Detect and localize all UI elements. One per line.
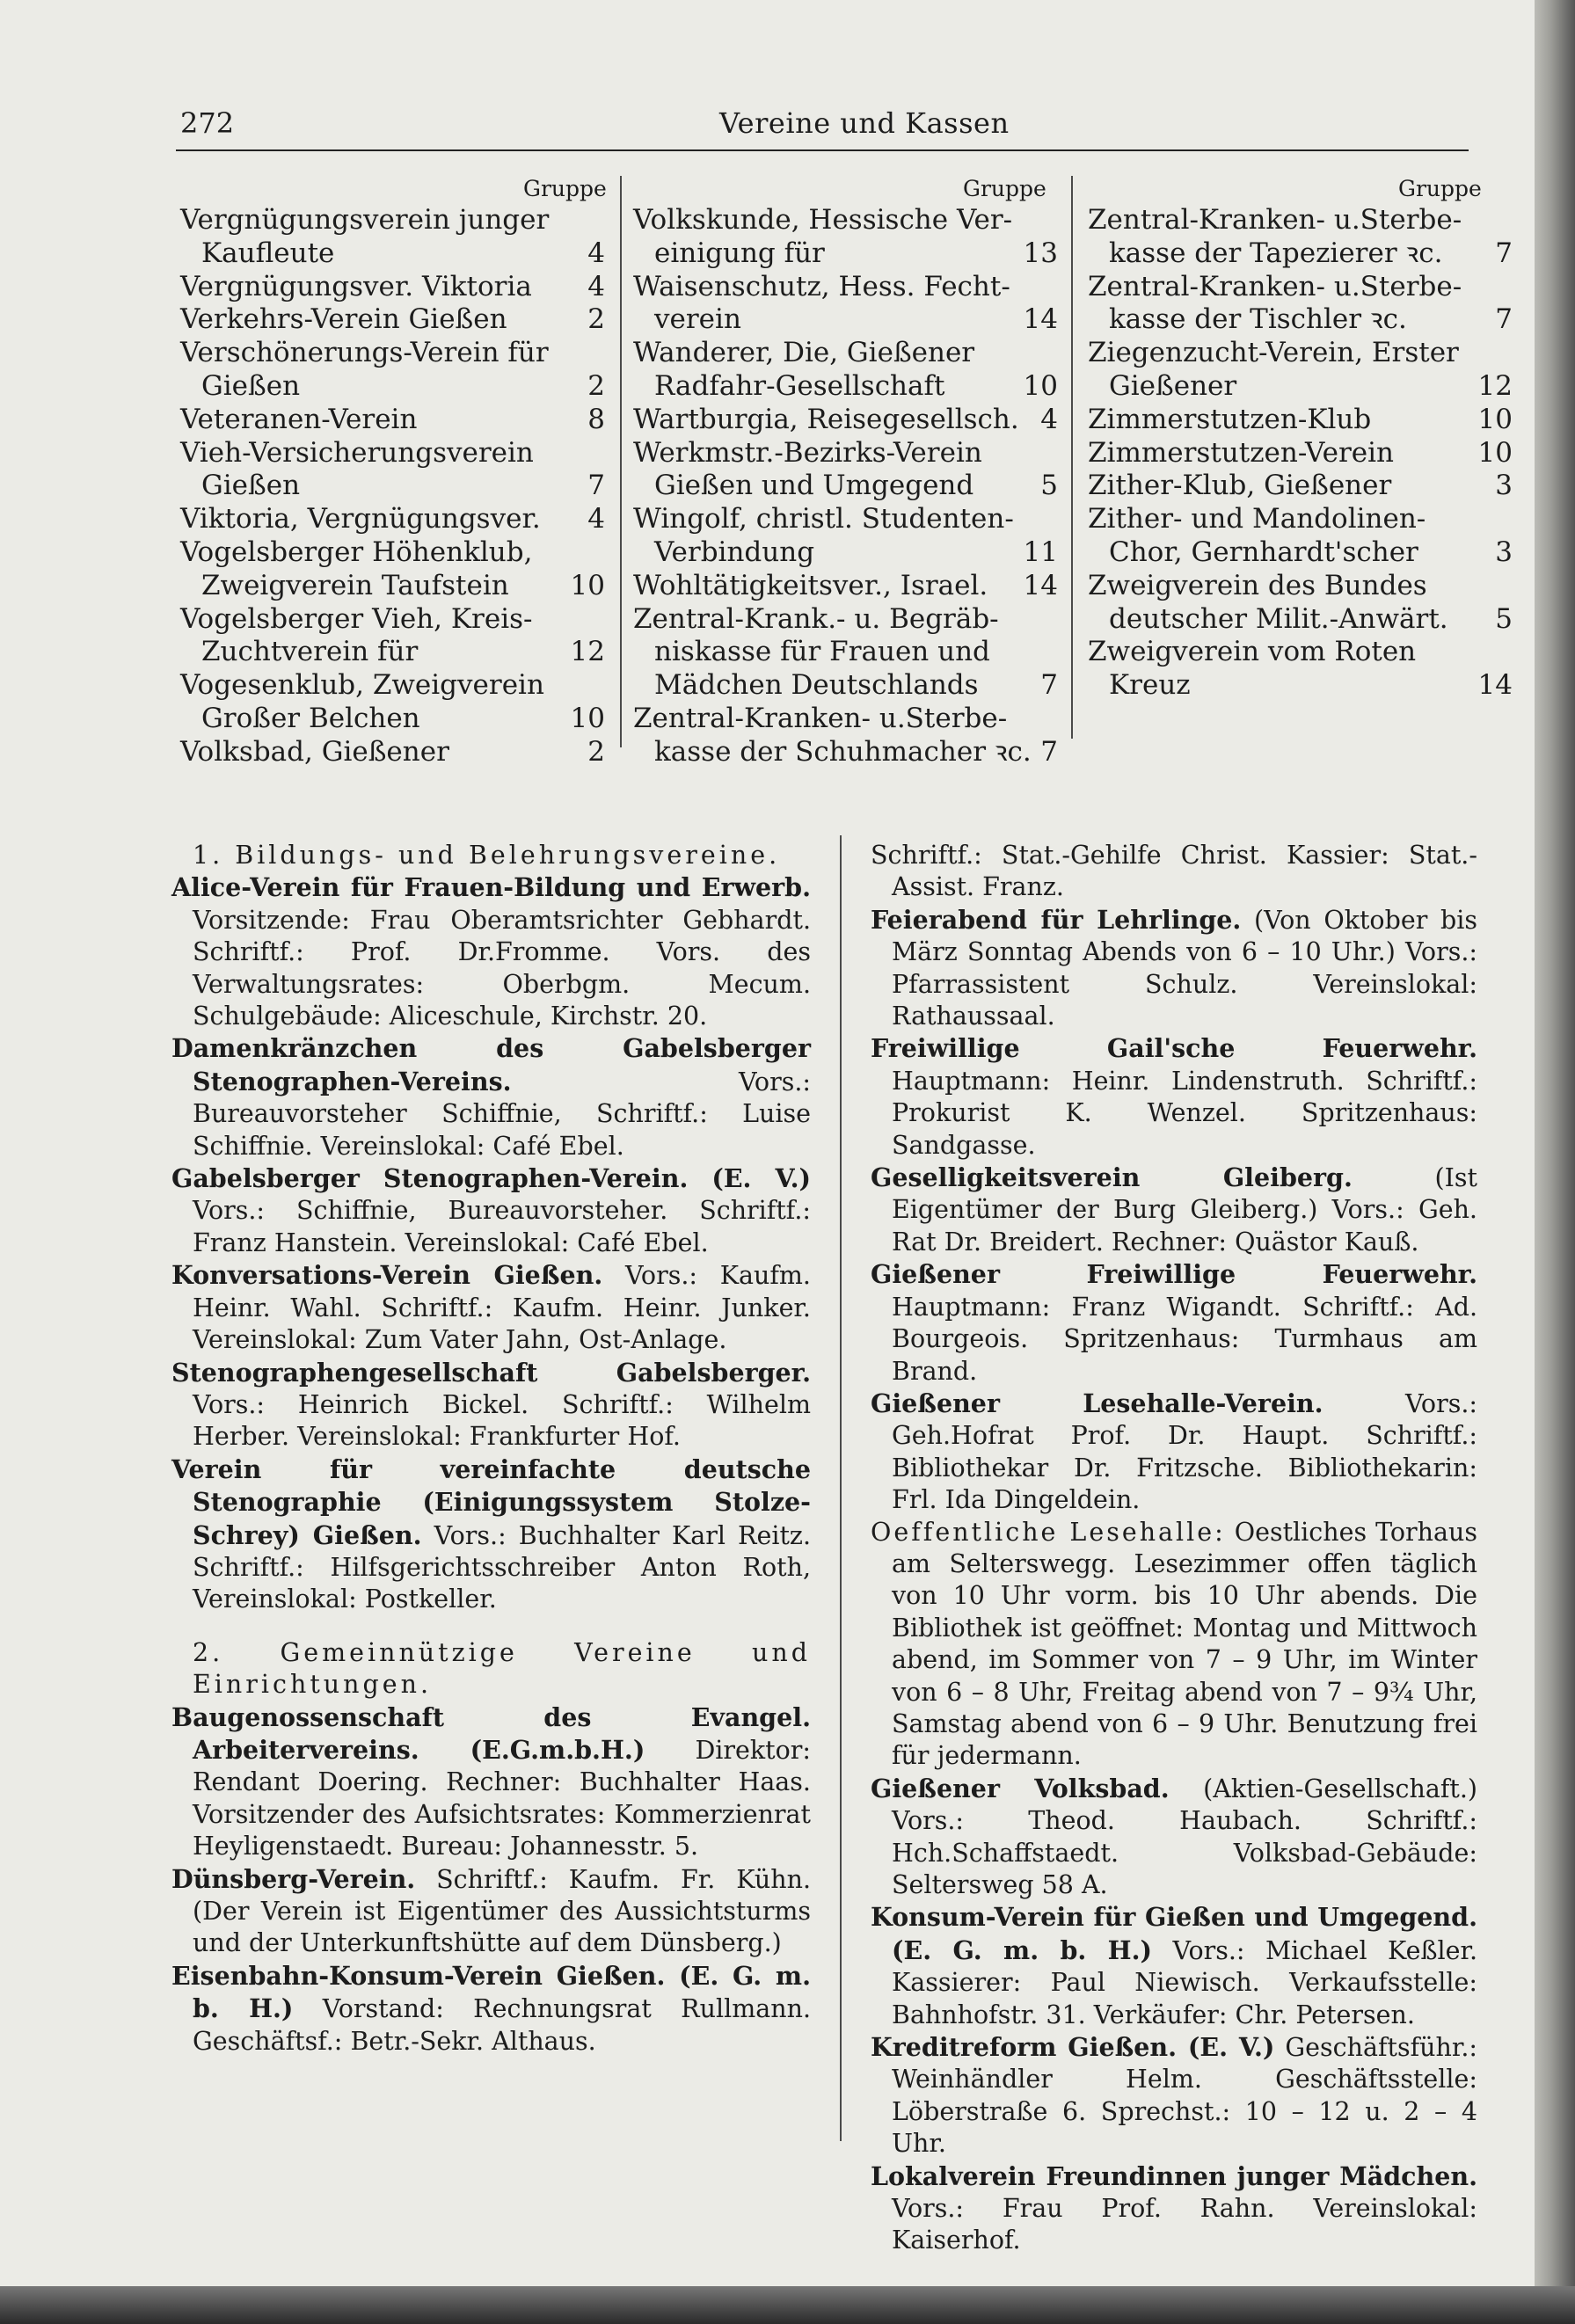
entry-name: Lokalverein Freundinnen junger Mädchen. xyxy=(871,2160,1477,2191)
index-entry-group: 14 xyxy=(1023,303,1058,336)
index-entry xyxy=(633,503,1058,536)
index-entry-group: 3 xyxy=(1495,470,1513,502)
index-entry-name: Ziegenzucht-Verein, Erster xyxy=(1088,337,1459,369)
entry-details: (Von Oktober bis März Sonntag Abends von 6 – 10 Uhr.) Vors.: Pfarrassistent Schulz. Vereinslokal: Rathaussaal. xyxy=(892,905,1477,1031)
book-bottom-edge xyxy=(0,2286,1575,2324)
index-entry-group: 10 xyxy=(1477,403,1513,435)
index-entry-name: niskasse für Frauen und xyxy=(654,636,990,668)
index-entry-name: Zweigverein vom Roten xyxy=(1088,636,1417,668)
entry-feierabend xyxy=(871,904,1477,1033)
index-entry xyxy=(1088,603,1513,637)
entry-verein-stenographie xyxy=(171,1453,811,1616)
index-entry-name: Verschönerungs-Verein für xyxy=(180,337,549,369)
index-entry-name: Zentral-Kranken- u.Sterbe- xyxy=(1088,270,1462,302)
index-entry-name: Zweigverein Taufstein xyxy=(201,569,509,601)
index-entry xyxy=(180,370,605,404)
index-entry-name: Viktoria, Vergnügungsver. xyxy=(180,503,541,535)
index-entry-name: Vergnügungsver. Viktoria xyxy=(180,270,532,302)
index-entry-group: 12 xyxy=(570,636,605,668)
index-entry xyxy=(1088,669,1513,703)
index-entry-name: Kreuz xyxy=(1109,669,1191,702)
index-entry xyxy=(1088,503,1513,536)
index-entry-name: Großer Belchen xyxy=(201,702,420,734)
index-entry-name: Gießen xyxy=(201,369,301,402)
index-entry xyxy=(633,370,1058,404)
index-entry-name: Wohltätigkeitsver., Israel. xyxy=(633,569,988,601)
index-entry-name: kasse der Tischler ꝛc. xyxy=(1109,303,1407,336)
index-entry xyxy=(1088,337,1513,370)
index-entry-name: Veteranen-Verein xyxy=(180,403,418,435)
index-entry-group: 13 xyxy=(1023,237,1058,269)
index-entry xyxy=(633,636,1058,669)
index-entry-name: Vieh-Versicherungsverein xyxy=(180,436,534,469)
section-heading-1: 1. Bildungs- und Belehrungsvereine. xyxy=(193,841,781,870)
entry-details: Vors.: Michael Keßler. Kassierer: Paul Niewisch. Verkaufsstelle: Bahnhofstr. 31. Verkäufer: Chr. Petersen. xyxy=(892,1935,1478,2029)
index-entry xyxy=(180,437,605,470)
index-entry-name: Gießen und Umgegend xyxy=(654,470,974,502)
entry-details: (Ist Eigentümer der Burg Gleiberg.) Vors.: Geh. Rat Dr. Breidert. Rechner: Quästor Kauß. xyxy=(892,1163,1477,1257)
entry-name: Kreditreform Gießen. (E. V.) xyxy=(871,2032,1275,2063)
index-entry-group: 7 xyxy=(1040,735,1058,768)
index-entry-name: Zither-Klub, Gießener xyxy=(1088,470,1392,502)
index-entry-name: Zimmerstutzen-Verein xyxy=(1088,436,1394,469)
header-rule xyxy=(176,149,1469,151)
index-entry xyxy=(180,703,605,736)
index-entry-name: Vogelsberger Höhenklub, xyxy=(180,535,533,568)
index-entry-name: deutscher Milit.-Anwärt. xyxy=(1109,602,1448,635)
entry-damenkraenzchen xyxy=(171,1032,811,1162)
entry-details: Hauptmann: Franz Wigandt. Schriftf.: Ad. Bourgeois. Spritzenhaus: Turmhaus am Brand. xyxy=(892,1292,1477,1386)
index-entry-group: 2 xyxy=(587,303,605,336)
entry-oeffentliche-lesehalle xyxy=(871,1517,1477,1773)
group-label-col1: Gruppe xyxy=(523,176,607,201)
index-entry xyxy=(180,570,605,603)
index-entry-name: einigung für xyxy=(654,237,825,269)
index-entry xyxy=(1088,404,1513,437)
index-entry-group: 3 xyxy=(1495,535,1513,568)
index-entry-group: 10 xyxy=(570,702,605,734)
entry-duensberg-verein xyxy=(171,1863,811,1960)
entry-name: Konversations-Verein Gießen. xyxy=(171,1260,603,1291)
index-entry xyxy=(1088,536,1513,570)
index-entry xyxy=(180,503,605,536)
index-entry-name: Volkskunde, Hessische Ver- xyxy=(633,204,1013,236)
entry-details: Vors.: Heinrich Bickel. Schriftf.: Wilhelm Herber. Vereinslokal: Frankfurter Hof. xyxy=(193,1389,811,1452)
entry-name: Damenkränzchen des Gabelsberger Stenographen-Vereins. xyxy=(171,1033,811,1096)
index-entry xyxy=(633,271,1058,304)
index-entry xyxy=(633,404,1058,437)
index-entry xyxy=(1088,303,1513,337)
entry-details: (Aktien-Gesellschaft.) Vors.: Theod. Haubach. Schriftf.: Hch.Schaffstaedt. Volksbad-Gebäude: Seltersweg 58 A. xyxy=(892,1774,1478,1899)
running-title: Vereine und Kassen xyxy=(719,106,1010,140)
index-entry-group: 12 xyxy=(1477,369,1513,402)
entry-volksbad xyxy=(871,1773,1477,1902)
index-entry-group: 7 xyxy=(1495,303,1513,336)
group-label-col2: Gruppe xyxy=(963,176,1046,201)
entry-geselligkeitsverein xyxy=(871,1162,1477,1258)
index-entry-group: 14 xyxy=(1477,669,1513,702)
entry-name: Gießener Freiwillige Feuerwehr. xyxy=(871,1259,1477,1290)
index-entry-name: Vergnügungsverein junger xyxy=(180,204,550,236)
section-heading-2: 2. Gemeinnützige Vereine und Einrichtungen. xyxy=(193,1637,811,1700)
index-entry-name: Zuchtverein für xyxy=(201,636,419,668)
column-rule-lower xyxy=(840,835,842,2141)
index-entry-group: 5 xyxy=(1040,470,1058,502)
index-entry xyxy=(633,536,1058,570)
column-rule-1 xyxy=(620,176,622,747)
index-entry-name: Wingolf, christl. Studenten- xyxy=(633,503,1014,535)
index-entry xyxy=(633,237,1058,271)
page-edge xyxy=(1535,0,1575,2324)
entry-details: Vorstand: Rechnungsrat Rullmann. Geschäftsf.: Betr.-Sekr. Althaus. xyxy=(193,1994,812,2056)
index-entry xyxy=(180,303,605,337)
section-gap xyxy=(171,1616,811,1637)
entry-konsum-verein xyxy=(871,1901,1477,2031)
index-entry-group: 10 xyxy=(1023,369,1058,402)
entry-name: Feierabend für Lehrlinge. xyxy=(871,904,1242,935)
entry-details: Vors.: Buchhalter Karl Reitz. Schriftf.: Hilfsgerichtsschreiber Anton Roth, Vereinslokal: Postkeller. xyxy=(193,1520,812,1614)
index-entry-group: 7 xyxy=(587,470,605,502)
index-entry-group: 4 xyxy=(587,270,605,302)
entry-alice-verein xyxy=(171,871,811,1032)
entry-details: Oestliches Torhaus am Selterswegg. Lesezimmer offen täglich von 10 Uhr vorm. bis 10 Uhr abends. Die Bibliothek ist geöffnet: Montag und Mittwoch abend, im Sommer von 7 – 9 Uhr, im Winter von 6 – 8 Uhr, Freitag abend von 7 – 9¾ Uhr, Samstag abend von 6 – 9 Uhr. Benutzung frei für jedermann. xyxy=(892,1517,1477,1771)
column-rule-2 xyxy=(1071,176,1073,739)
index-entry-name: Verbindung xyxy=(654,535,815,568)
index-entry-name: Volksbad, Gießener xyxy=(180,735,449,768)
index-entry-name: Zither- und Mandolinen- xyxy=(1088,503,1426,535)
index-entry xyxy=(633,470,1058,503)
entry-baugenossenschaft xyxy=(171,1701,811,1863)
index-entry xyxy=(180,237,605,271)
index-entry-group: 8 xyxy=(587,403,605,435)
entry-details: Vors.: Frau Prof. Rahn. Vereinslokal: Kaiserhof. xyxy=(892,2194,1477,2255)
index-entry xyxy=(633,570,1058,603)
index-entry-name: Zweigverein des Bundes xyxy=(1088,569,1427,601)
entry-name: Gießener Volksbad. xyxy=(871,1773,1170,1803)
index-entry xyxy=(1088,204,1513,237)
entry-name: Oeffentliche Lesehalle: xyxy=(871,1517,1226,1547)
page-number: 272 xyxy=(180,106,235,140)
index-entry-name: Kaufleute xyxy=(201,237,335,269)
index-entry-name: Waisenschutz, Hess. Fecht- xyxy=(633,270,1010,302)
index-entry xyxy=(633,437,1058,470)
index-entry xyxy=(180,736,605,769)
index-entry-name: Verkehrs-Verein Gießen xyxy=(180,303,507,336)
entry-kreditreform xyxy=(871,2031,1477,2160)
entry-details: Vors.: Kaufm. Heinr. Wahl. Schriftf.: Kaufm. Heinr. Junker. Vereinslokal: Zum Vater Jahn, Ost-Anlage. xyxy=(193,1261,811,1355)
entry-eisenbahn-konsum xyxy=(171,1960,811,2058)
index-entry-name: Zentral-Krank.- u. Begräb- xyxy=(633,602,999,635)
index-entry-group: 10 xyxy=(1477,436,1513,469)
index-column-3 xyxy=(1088,204,1513,703)
index-entry-group: 4 xyxy=(587,237,605,269)
index-entry-group: 14 xyxy=(1023,569,1058,601)
index-entry xyxy=(180,603,605,637)
index-entry xyxy=(1088,570,1513,603)
index-entry xyxy=(1088,237,1513,271)
index-entry-name: Radfahr-Gesellschaft xyxy=(654,369,945,402)
index-entry xyxy=(180,536,605,570)
index-entry-name: kasse der Schuhmacher ꝛc. xyxy=(654,735,1032,768)
index-entry xyxy=(633,303,1058,337)
index-entry-group: 7 xyxy=(1040,669,1058,702)
index-entry-group: 10 xyxy=(570,569,605,601)
index-entry xyxy=(633,603,1058,637)
index-entry xyxy=(180,669,605,703)
index-entry xyxy=(633,703,1058,736)
index-entry-name: Gießener xyxy=(1109,369,1237,402)
index-entry xyxy=(1088,370,1513,404)
index-entry-name: Zimmerstutzen-Klub xyxy=(1088,403,1372,435)
index-entry-group: 4 xyxy=(587,503,605,535)
entry-details: Vors.: Schiffnie, Bureauvorsteher. Schriftf.: Franz Hanstein. Vereinslokal: Café Ebel. xyxy=(193,1196,811,1257)
entry-name: Alice-Verein für Frauen-Bildung und Erwerb. xyxy=(171,872,811,903)
entry-gabelsberger-verein xyxy=(171,1162,811,1259)
index-entry-name: Vogelsberger Vieh, Kreis- xyxy=(180,602,533,635)
index-entry-group: 11 xyxy=(1023,535,1058,568)
index-entry-name: Vogesenklub, Zweigverein xyxy=(180,669,544,702)
group-label-col3: Gruppe xyxy=(1398,176,1482,201)
index-entry-name: Gießen xyxy=(201,470,301,502)
index-entry-name: verein xyxy=(654,303,741,336)
index-entry xyxy=(180,404,605,437)
index-entry-name: Wartburgia, Reisegesellsch. xyxy=(633,403,1019,435)
index-entry-group: 7 xyxy=(1495,237,1513,269)
entry-name: Baugenossenschaft des Evangel. Arbeitervereins. (E.G.m.b.H.) xyxy=(171,1701,811,1765)
index-entry xyxy=(180,636,605,669)
index-entry-group: 5 xyxy=(1495,602,1513,635)
entry-konversations-verein xyxy=(171,1259,811,1356)
entry-continuation xyxy=(871,840,1477,904)
entry-lesehalle-verein xyxy=(871,1388,1477,1517)
entry-name: Freiwillige Gail'sche Feuerwehr. xyxy=(871,1033,1477,1064)
index-entry-name: Zentral-Kranken- u.Sterbe- xyxy=(633,702,1008,734)
index-entry xyxy=(633,736,1058,769)
index-entry xyxy=(633,669,1058,703)
index-entry-name: Chor, Gernhardt'scher xyxy=(1109,535,1418,568)
index-entry xyxy=(180,204,605,237)
index-entry xyxy=(180,271,605,304)
index-entry xyxy=(1088,271,1513,304)
entry-name: Gießener Lesehalle-Verein. xyxy=(871,1388,1323,1418)
index-column-1 xyxy=(180,204,605,769)
entry-details: Vorsitzende: Frau Oberamtsrichter Gebhardt. Schriftf.: Prof. Dr.Fromme. Vors. des Verwaltungsrates: Oberbgm. Mecum. Schulgebäude: Aliceschule, Kirchstr. 20. xyxy=(193,905,811,1031)
index-entry-name: Wanderer, Die, Gießener xyxy=(633,337,975,369)
entry-details: Schriftf.: Stat.-Gehilfe Christ. Kassier: Stat.-Assist. Franz. xyxy=(871,841,1477,902)
index-entry-name: Werkmstr.-Bezirks-Verein xyxy=(633,436,982,469)
index-entry-group: 2 xyxy=(587,369,605,402)
entry-name: Verein für vereinfachte deutsche Stenographie (Einigungssystem Stolze-Schrey) Gießen. xyxy=(171,1453,811,1550)
entry-name: Konsum-Verein für Gießen und Umgegend. (E. G. m. b. H.) xyxy=(871,1902,1477,1965)
index-entry-group: 2 xyxy=(587,735,605,768)
entry-details: Schriftf.: Kaufm. Fr. Kühn. (Der Verein ist Eigentümer des Aussichtsturms und der Unterkunftshütte auf dem Dünsberg.) xyxy=(193,1864,811,1958)
entry-details: Hauptmann: Heinr. Lindenstruth. Schriftf.: Prokurist K. Wenzel. Spritzenhaus: Sandgasse. xyxy=(892,1066,1477,1160)
index-entry xyxy=(633,204,1058,237)
index-entry xyxy=(1088,470,1513,503)
entry-name: Stenographengesellschaft Gabelsberger. xyxy=(171,1357,811,1388)
entry-stenographengesellschaft xyxy=(171,1357,811,1453)
entry-name: Geselligkeitsverein Gleiberg. xyxy=(871,1162,1353,1193)
index-entry xyxy=(180,337,605,370)
entry-details: Vors.: Bureauvorsteher Schiffnie, Schriftf.: Luise Schiffnie. Vereinslokal: Café Ebel. xyxy=(193,1067,811,1161)
entry-details: Direktor: Rendant Doering. Rechner: Buchhalter Haas. Vorsitzender des Aufsichtsrates: Kommerzienrat Heyligenstaedt. Bureau: Johannesstr. 5. xyxy=(193,1735,811,1861)
entry-name: Gabelsberger Stenographen-Verein. (E. V.) xyxy=(171,1163,811,1194)
entry-name: Dünsberg-Verein. xyxy=(171,1863,416,1894)
index-entry xyxy=(180,470,605,503)
index-column-2 xyxy=(633,204,1058,769)
index-entry-name: Zentral-Kranken- u.Sterbe- xyxy=(1088,204,1462,236)
entry-gail-feuerwehr xyxy=(871,1032,1477,1162)
index-entry-group: 4 xyxy=(1040,403,1058,435)
index-entry-name: Mädchen Deutschlands xyxy=(654,669,979,702)
entry-details: Vors.: Geh.Hofrat Prof. Dr. Haupt. Schriftf.: Bibliothekar Dr. Fritzsche. Bibliothekarin: Frl. Ida Dingeldein. xyxy=(892,1388,1477,1515)
entry-details: Geschäftsführ.: Weinhändler Helm. Geschäftsstelle: Löberstraße 6. Sprechst.: 10 – 12 u. 2 – 4 Uhr. xyxy=(892,2033,1477,2159)
index-entry xyxy=(1088,636,1513,669)
index-entry xyxy=(1088,437,1513,470)
entry-name: Eisenbahn-Konsum-Verein Gießen. (E. G. m. b. H.) xyxy=(171,1960,811,2024)
entry-freiwillige-feuerwehr xyxy=(871,1258,1477,1388)
left-text-column xyxy=(171,840,811,2058)
index-entry xyxy=(633,337,1058,370)
index-entry-name: kasse der Tapezierer ꝛc. xyxy=(1109,237,1443,269)
right-text-column xyxy=(871,840,1477,2257)
entry-lokalverein xyxy=(871,2160,1477,2257)
